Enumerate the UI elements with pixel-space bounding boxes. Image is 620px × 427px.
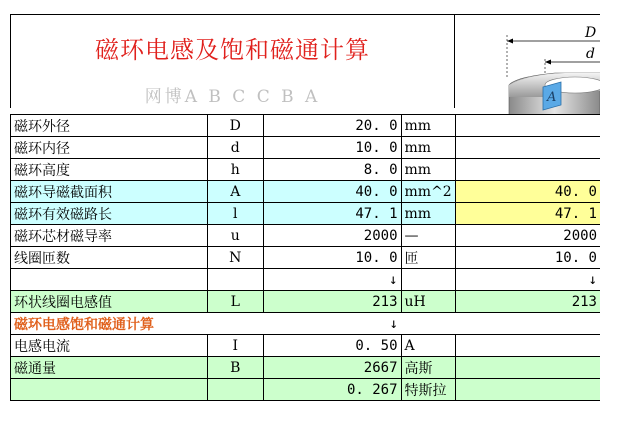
table-row — [11, 357, 601, 379]
outer-diameter-input[interactable]: 20. 0 — [263, 115, 401, 137]
row-unit: mm — [401, 203, 455, 225]
table-row — [11, 181, 601, 203]
row-unit: 匝 — [401, 247, 455, 269]
table-row — [11, 269, 601, 291]
row-label: 电感电流 — [11, 335, 208, 357]
row-result — [455, 335, 600, 357]
parameter-table — [10, 114, 600, 401]
row-symbol: B — [207, 357, 263, 379]
row-unit: A — [401, 335, 455, 357]
down-arrow: ↓ — [263, 313, 401, 335]
row-result — [455, 159, 600, 181]
height-input[interactable]: 8. 0 — [263, 159, 401, 181]
watermark-text: 网博A B C C B A — [10, 80, 455, 108]
outer-diameter-label: D — [585, 25, 597, 41]
cross-section-label: A — [547, 90, 557, 105]
current-input[interactable]: 0. 50 — [263, 335, 401, 357]
row-label: 磁环芯材磁导率 — [11, 225, 208, 247]
row-unit: — — [401, 225, 455, 247]
row-label: 磁环高度 — [11, 159, 208, 181]
row-symbol: d — [207, 137, 263, 159]
toroid-diagram — [455, 14, 600, 114]
row-symbol: I — [207, 335, 263, 357]
toroid-illustration — [455, 15, 600, 114]
row-result — [455, 313, 600, 335]
row-unit: mm — [401, 137, 455, 159]
row-result — [455, 357, 600, 379]
row-unit: uH — [401, 291, 455, 313]
permeability-input[interactable]: 2000 — [263, 225, 401, 247]
row-symbol: h — [207, 159, 263, 181]
area-result: 40. 0 — [455, 181, 600, 203]
row-unit: mm^2 — [401, 181, 455, 203]
row-symbol: D — [207, 115, 263, 137]
table-row — [11, 115, 601, 137]
inner-diameter-input[interactable]: 10. 0 — [263, 137, 401, 159]
section-title: 磁环电感饱和磁通计算 — [11, 313, 264, 335]
calculator-sheet — [10, 14, 600, 420]
table-row — [11, 335, 601, 357]
row-symbol — [207, 379, 263, 401]
row-label — [11, 269, 208, 291]
row-symbol: A — [207, 181, 263, 203]
row-unit: mm — [401, 115, 455, 137]
row-symbol: l — [207, 203, 263, 225]
flux-tesla-value: 0. 267 — [263, 379, 401, 401]
table-row — [11, 379, 601, 401]
path-length-input[interactable]: 47. 1 — [263, 203, 401, 225]
inner-diameter-label: d — [586, 46, 595, 62]
path-length-result: 47. 1 — [455, 203, 600, 225]
row-result — [455, 137, 600, 159]
table-row — [11, 203, 601, 225]
row-label: 磁通量 — [11, 357, 208, 379]
turns-input[interactable]: 10. 0 — [263, 247, 401, 269]
row-symbol: L — [207, 291, 263, 313]
row-result — [455, 115, 600, 137]
turns-result: 10. 0 — [455, 247, 600, 269]
table-row — [11, 137, 601, 159]
row-symbol — [207, 269, 263, 291]
flux-gauss-value: 2667 — [263, 357, 401, 379]
row-unit: 特斯拉 — [401, 379, 455, 401]
row-unit: 高斯 — [401, 357, 455, 379]
down-arrow: ↓ — [263, 269, 401, 291]
permeability-result: 2000 — [455, 225, 600, 247]
row-label: 磁环导磁截面积 — [11, 181, 208, 203]
table-row — [11, 291, 601, 313]
table-row — [11, 247, 601, 269]
row-result — [455, 379, 600, 401]
sheet-title: 磁环电感及饱和磁通计算 — [10, 14, 455, 80]
table-row — [11, 159, 601, 181]
section-header-row — [11, 313, 601, 335]
row-label — [11, 379, 208, 401]
down-arrow: ↓ — [455, 269, 600, 291]
inductance-value: 213 — [263, 291, 401, 313]
row-unit: mm — [401, 159, 455, 181]
row-unit — [401, 269, 455, 291]
row-unit — [401, 313, 455, 335]
area-input[interactable]: 40. 0 — [263, 181, 401, 203]
row-label: 磁环内径 — [11, 137, 208, 159]
row-symbol: N — [207, 247, 263, 269]
table-row — [11, 225, 601, 247]
row-symbol: u — [207, 225, 263, 247]
inductance-result: 213 — [455, 291, 600, 313]
row-label: 磁环有效磁路长 — [11, 203, 208, 225]
row-label: 环状线圈电感值 — [11, 291, 208, 313]
row-label: 磁环外径 — [11, 115, 208, 137]
row-label: 线圈匝数 — [11, 247, 208, 269]
